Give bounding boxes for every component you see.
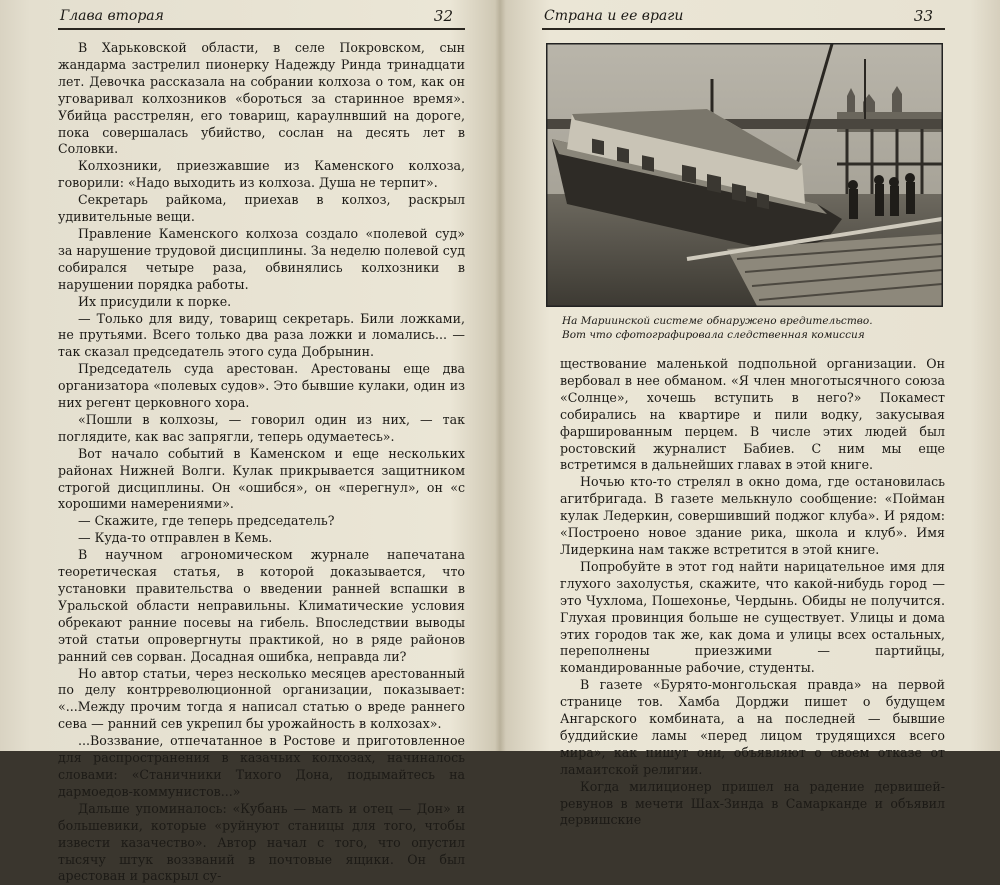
left-header-title: Глава вторая — [60, 8, 164, 24]
paragraph: ществование маленькой подпольной организации. Он вербовал в нее обманом. «Я член многотысячного союза «Солнце», хочешь вступить в него?» Покамест собирались на квартире и пили водку, закусывая фаршированным перцем. В числе этих людей был ростовский журналист Бабиев. С ним мы еще встретимся в дальнейших главах в этой книге. — [560, 356, 945, 473]
paragraph: Правление Каменского колхоза создало «полевой суд» за нарушение трудовой дисциплины. За неделю полевой суд собирался четыре раза, обвинялись колхозники в нарушении порядка работы. — [58, 225, 466, 292]
paragraph: В научном агрономическом журнале напечатана теоретическая статья, в которой доказывается, что установки правительства о введении ранней вспашки в Уральской области неправильны. Климатические условия обрекают ранние посевы на гибель. Впоследствии выводы этой статьи опровергнуты практикой, но в ряде районов ранний сев сорван. Досадная ошибка, неправда ли? — [58, 547, 465, 664]
caption-line: Вот что сфотографировала следственная комиссия — [562, 329, 865, 341]
paragraph: Попробуйте в этот год найти нарицательное имя для глухого захолустья, скажите, что какой-нибудь город — это Чухлома, Пошехонье, Чердынь. Обиды не получится. Глухая провинция больше не существует. Улицы и дома этих городов так же, как дома и улицы всех остальных, переполнены приезжими — партийцы, командированные рабочие, студенты. — [560, 558, 945, 676]
paragraph: Дальше упоминалось: «Кубань — мать и отец — Дон» и большевики, которые «руйнуют станицы для того, чтобы извести казачество». Автор начал с того, что опустил тысячу штук воззваний в почтовые ящики. Он был арестован и раскрыл су- — [58, 800, 465, 884]
left-page-number: 32 — [433, 7, 453, 25]
paragraph: — Только для виду, товарищ секретарь. Били ложками, не прутьями. Всего только два раза ложки и ломались... — так сказал председатель этого суда Добрынин. — [58, 310, 465, 360]
right-body-text — [560, 356, 945, 829]
barge-photo-drawing — [547, 44, 942, 306]
paragraph: «Пошли в колхозы, — говорил один из них, — так поглядите, как вас запрягли, теперь одумаетесь». — [58, 411, 465, 444]
right-running-head — [542, 6, 945, 30]
right-page — [540, 0, 945, 828]
photo-caption — [562, 314, 933, 342]
paragraph: Колхозники, приезжавшие из Каменского колхоза, говорили: «Надо выходить из колхоза. Душа не терпит». — [58, 158, 465, 191]
left-page — [40, 0, 466, 884]
paragraph: Их присудили к порке. — [78, 293, 232, 309]
caption-line: На Мариинской системе обнаружено вредительство. — [562, 315, 873, 327]
paragraph: ...Воззвание, отпечатанное в Ростове и приготовленное для распространения в казачьих колхозах, начиналось словами: «Станичники Тихого Дона, подымайтесь на дармоедов-коммунистов...» — [58, 733, 465, 799]
paragraph: Но автор статьи, через несколько месяцев арестованный по делу контрреволюционной организации, показывает: «...Между прочим тогда я написал статью о вреде раннего сева — ранний сев укрепил бы урожайность в колхозах». — [58, 665, 465, 732]
paragraph: Ночью кто-то стрелял в окно дома, где остановилась агитбригада. В газете мелькнуло сообщение: «Пойман кулак Ледеркин, совершивший поджог клуба». И рядом: «Построено новое здание рика, школа и клуб». Имя Лидеркина нам также встретится в этой книге. — [560, 474, 945, 557]
paragraph: Секретарь райкома, приехав в колхоз, раскрыл удивительные вещи. — [58, 192, 465, 225]
left-running-head — [58, 6, 465, 30]
paragraph: — Скажите, где теперь председатель? — [78, 513, 335, 529]
right-page-number: 33 — [913, 7, 933, 25]
paragraph: Вот начало событий в Каменском и еще нескольких районах Нижней Волги. Кулак прикрывается защитником строгой дисциплины. Он «ошибся», он «перегнул», он «с хорошими намерениями». — [58, 445, 465, 512]
paragraph: Когда милиционер пришел на радение дервишей-ревунов в мечети Шах-Зинда в Самарканде и объявил дервишские — [560, 778, 945, 828]
paragraph: В Харьковской области, в селе Покровском, сын жандарма застрелил пионерку Надежду Ринда тринадцати лет. Девочка рассказала на собрании колхоза о том, как он уговаривал колхозников «бороться за старинное время». Убийца расстрелян, его товарищ, караулнвший на дороге, пока совершалась убийство, сослан на десять лет в Соловки. — [58, 40, 465, 157]
left-body-text — [58, 40, 465, 885]
paragraph: В газете «Бурято-монгольская правда» на первой странице тов. Хамба Дорджи пишет о будущем Ангарского комбината, а на последней — бывшие буддийские ламы «перед лицом трудящихся всего мира», как пишут они, объявляют о своем отказе от ламаитской религии. — [560, 677, 945, 777]
paragraph: Председатель суда арестован. Арестованы еще два организатора «полевых судов». Это бывшие кулаки, один из них регент церковного хора. — [58, 361, 465, 411]
right-header-title: Страна и ее враги — [544, 8, 684, 24]
paragraph: — Куда-то отправлен в Кемь. — [78, 530, 273, 546]
barge-photo — [546, 43, 943, 307]
